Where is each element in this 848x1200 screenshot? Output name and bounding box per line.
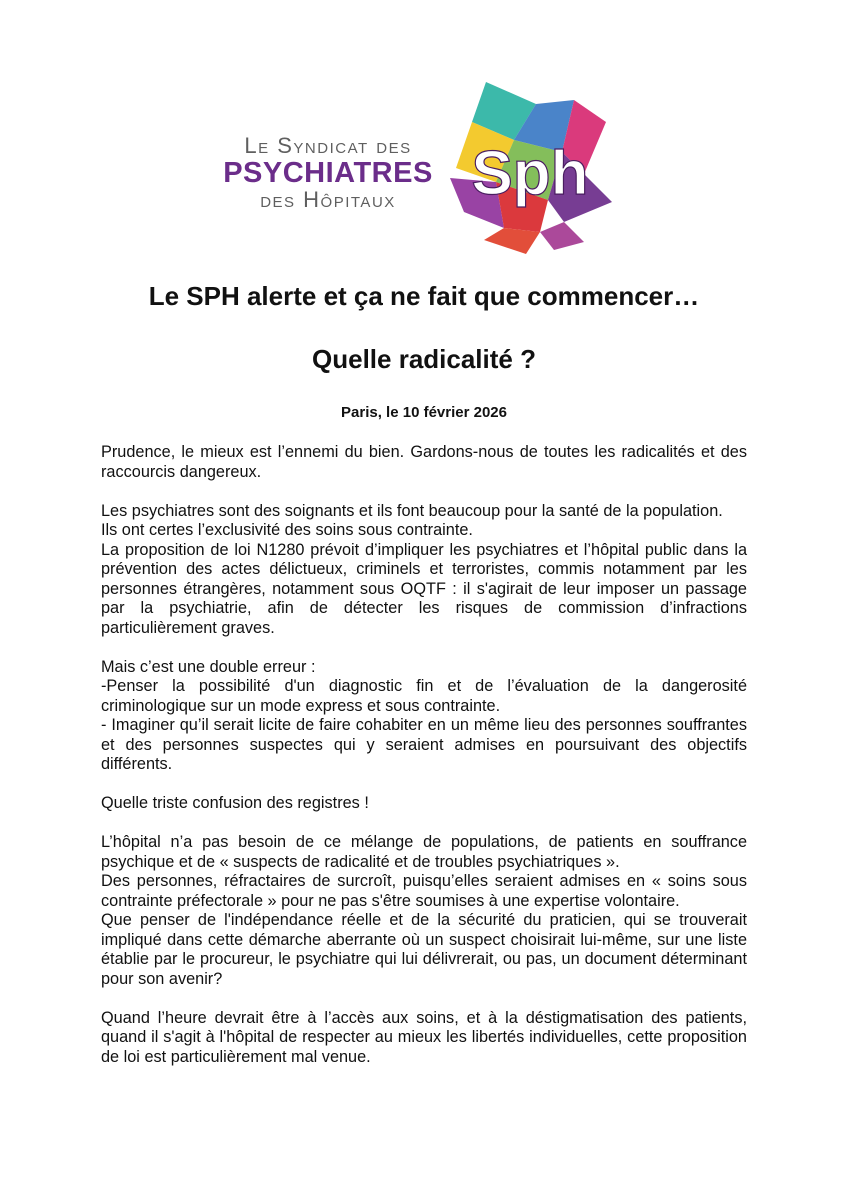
organization-name — [218, 134, 438, 212]
paragraph-5-line-2: Des personnes, réfractaires de surcroît, puisqu’elles seraient admises en « soins sous contrainte préfectorale » pour ne pas s'être soumises à une expertise volontaire. — [101, 872, 747, 910]
paragraph-2-line-3: La proposition de loi N1280 prévoit d’impliquer les psychiatres et l’hôpital public dans la prévention des actes délictueux, criminels et terroristes, commis notamment par les personnes étrangères, notamment sous OQTF : il s'agirait de leur imposer un passage par la psychiatrie, afin de détecter les risques de commission d’infractions particulièrement graves. — [101, 540, 747, 637]
paragraph-2-line-2: Ils ont certes l’exclusivité des soins sous contrainte. — [101, 521, 473, 539]
paragraph-3-line-1: Mais c’est une double erreur : — [101, 657, 316, 676]
sph-logo-text: Sph — [471, 139, 589, 208]
paragraph-5-line-3: Que penser de l'indépendance réelle et de la sécurité du praticien, qui se trouverait impliqué dans cette démarche aberrante où un suspect choisirait lui-même, sur une liste établie par le procureur, le psychiatre qui lui délivrerait, ou pas, un document déterminant pour son avenir? — [101, 911, 747, 988]
paragraph-2 — [101, 502, 747, 639]
paragraph-3 — [101, 658, 747, 775]
press-release-body — [101, 443, 747, 1087]
paragraph-4: Quelle triste confusion des registres ! — [101, 794, 369, 812]
paragraph-3-line-3: - Imaginer qu’il serait licite de faire cohabiter en un même lieu des personnes souffrantes et des personnes suspectes qui y seraient admises en poursuivant des objectifs différents. — [101, 716, 747, 773]
paragraph-5-line-1: L’hôpital n’a pas besoin de ce mélange de populations, de patients en souffrance psychique et de « suspects de radicalité et de troubles psychiatriques ». — [101, 833, 747, 871]
org-name-line-3: des Hôpitaux — [260, 187, 396, 212]
paragraph-6: Quand l’heure devrait être à l’accès aux soins, et à la déstigmatisation des patients, quand il s'agit à l'hôpital de respecter au mieux les libertés individuelles, cette proposition de loi est particulièrement mal venue. — [101, 1008, 747, 1066]
sph-logo-icon — [444, 82, 614, 254]
paragraph-3-line-2: -Penser la possibilité d'un diagnostic fin et de l’évaluation de la dangerosité criminologique sur un mode express et sous contrainte. — [101, 677, 747, 715]
paragraph-2-line-1: Les psychiatres sont des soignants et ils font beaucoup pour la santé de la population. — [101, 501, 723, 520]
org-name-line-1: Le Syndicat des — [244, 133, 412, 158]
subtitle: Quelle radicalité ? — [312, 344, 536, 374]
main-title: Le SPH alerte et ça ne fait que commencer… — [148, 281, 700, 311]
paragraph-5 — [101, 833, 747, 989]
org-name-line-2: PSYCHIATRES — [223, 157, 433, 189]
paragraph-1: Prudence, le mieux est l’ennemi du bien. Gardons-nous de toutes les radicalités et des raccourcis dangereux. — [101, 443, 747, 481]
dateline: Paris, le 10 février 2026 — [341, 404, 507, 421]
